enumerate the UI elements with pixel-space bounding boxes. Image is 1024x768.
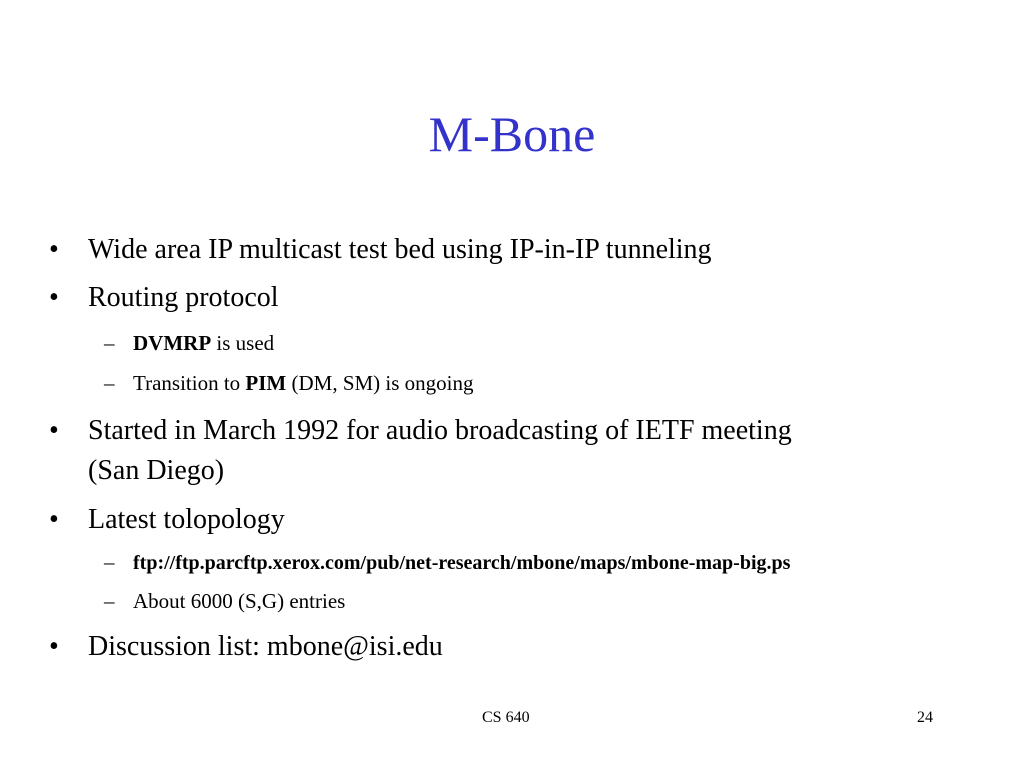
- sub-bullet-text: [133, 369, 474, 397]
- sub-bullet-rest: (DM, SM) is ongoing: [286, 371, 474, 395]
- dash-icon: –: [104, 550, 115, 574]
- bullet-text: Wide area IP multicast test bed using IP-in-IP tunneling: [88, 234, 712, 265]
- bullet-icon: •: [49, 282, 59, 313]
- dash-icon: –: [104, 371, 115, 395]
- bullet-icon: •: [49, 415, 59, 446]
- sub-bullet-pre: Transition to: [133, 371, 246, 395]
- sub-bullet-text: [133, 329, 274, 357]
- ftp-link[interactable]: ftp://ftp.parcftp.xerox.com/pub/net-research/mbone/maps/mbone-map-big.ps: [133, 552, 791, 574]
- bullet-text: Latest tolopology: [88, 504, 285, 535]
- sub-bullet-text: About 6000 (S,G) entries: [133, 589, 346, 613]
- bullet-text: Routing protocol: [88, 282, 279, 313]
- keyword-dvmrp: DVMRP: [133, 331, 212, 355]
- bullet-text: (San Diego): [88, 455, 225, 486]
- footer-course: CS 640: [482, 709, 530, 726]
- dash-icon: –: [104, 589, 115, 613]
- page-number: 24: [917, 709, 933, 726]
- bullet-text: Discussion list: mbone@isi.edu: [88, 631, 443, 662]
- bullet-icon: •: [49, 504, 59, 535]
- bullet-text: Started in March 1992 for audio broadcasting of IETF meeting: [88, 415, 792, 446]
- bullet-icon: •: [49, 234, 59, 265]
- dash-icon: –: [104, 331, 115, 355]
- keyword-pim: PIM: [245, 371, 287, 395]
- sub-bullet-rest: is used: [211, 331, 275, 355]
- slide-title: M-Bone: [428, 106, 596, 162]
- bullet-icon: •: [49, 631, 59, 662]
- sub-bullet-text: [133, 548, 790, 577]
